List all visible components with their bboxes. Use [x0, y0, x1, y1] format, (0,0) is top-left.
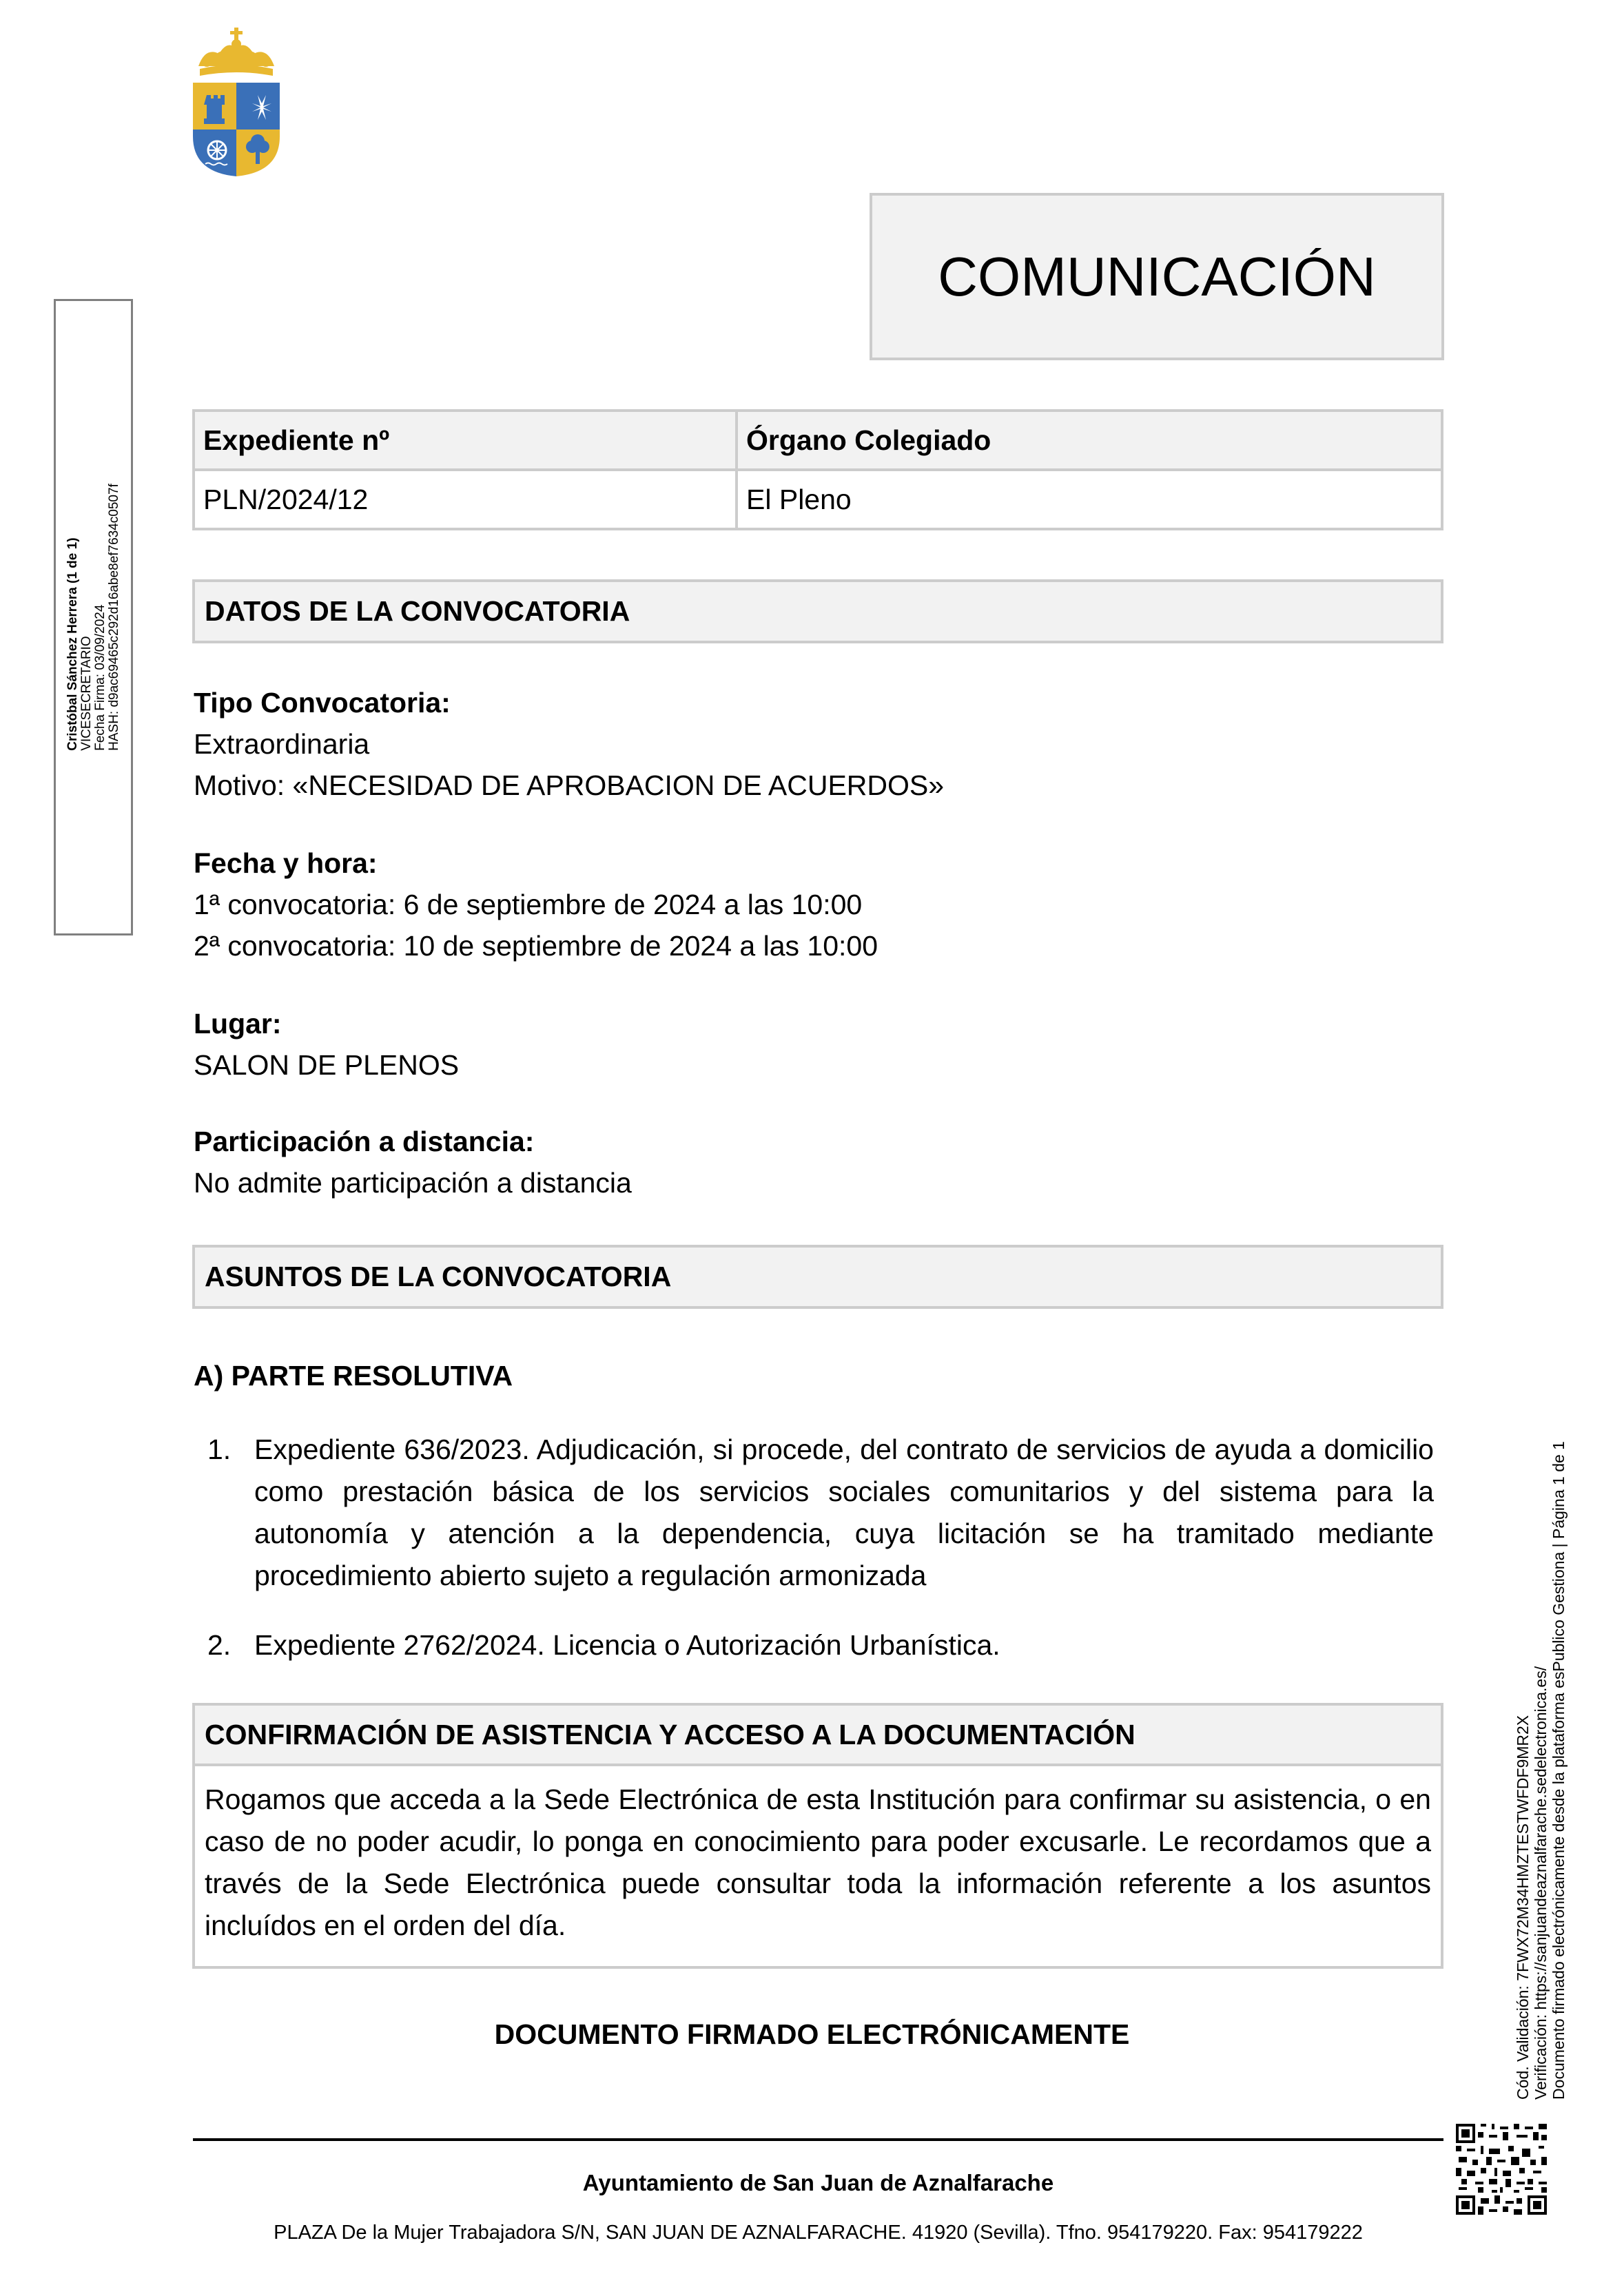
- document-title: [870, 193, 1444, 360]
- list-item: [207, 1429, 1434, 1597]
- tipo-value: Extraordinaria: [194, 728, 370, 760]
- section-asuntos-header: [192, 1245, 1443, 1309]
- list-item-text: Expediente 636/2023. Adjudicación, si procede, del contrato de servicios de ayuda a domicilio como prestación básica de los servicios sociales comunitarios y del sistema para la autonomía y atención a la dependencia, cuya licitación se ha tramitado mediante procedimiento abierto sujeto a regulación armonizada: [254, 1434, 1434, 1591]
- signer-role: VICESECRETARIO: [79, 636, 94, 751]
- header-expediente: Expediente nº: [194, 411, 737, 470]
- list-item-number: 2.: [207, 1629, 232, 1661]
- convocatoria-1: 1ª convocatoria: 6 de septiembre de 2024 a las 10:00: [194, 889, 863, 920]
- list-item-number: 1.: [207, 1434, 232, 1465]
- footer-divider: [193, 2138, 1443, 2141]
- section-title: ASUNTOS DE LA CONVOCATORIA: [205, 1261, 672, 1292]
- verification-url[interactable]: Verificación: https://sanjuandeaznalfarache.sedelectronica.es/: [1532, 1666, 1550, 2100]
- table-header-row: [194, 411, 1442, 470]
- signer-name: Cristóbal Sánchez Herrera (1 de 1): [65, 537, 80, 751]
- signature-text: [66, 484, 121, 751]
- validation-code: Cód. Validación: 7FWX72M34HMZTESTWFDF9MR2X: [1514, 1715, 1532, 2100]
- header-organo: Órgano Colegiado: [737, 411, 1442, 470]
- organo-value: El Pleno: [737, 470, 1442, 529]
- convocatoria-2: 2ª convocatoria: 10 de septiembre de 2024 a las 10:00: [194, 930, 878, 962]
- lugar-label: Lugar:: [194, 1008, 282, 1040]
- signed-notice: [0, 2018, 1624, 2051]
- motivo-text: Motivo: «NECESIDAD DE APROBACION DE ACUERDOS»: [194, 769, 945, 801]
- document-title-text: COMUNICACIÓN: [938, 245, 1376, 307]
- section-datos-header: [192, 579, 1443, 643]
- confirmation-body: Rogamos que acceda a la Sede Electrónica de esta Institución para confirmar su asistencia, o en caso de no poder acudir, lo ponga en conocimiento para poder excusarle. Le recordamos que a través de la Sede Electrónica puede consultar toda la información referente a los asuntos incluídos en el orden del día.: [205, 1783, 1431, 1941]
- confirmation-title: CONFIRMACIÓN DE ASISTENCIA Y ACCESO A LA DOCUMENTACIÓN: [195, 1706, 1441, 1766]
- confirmation-box: [192, 1703, 1443, 1969]
- footer-organization: Ayuntamiento de San Juan de Aznalfarache: [582, 2170, 1054, 2195]
- expediente-table: [192, 409, 1443, 530]
- list-item-text: Expediente 2762/2024. Licencia o Autorización Urbanística.: [254, 1629, 1000, 1661]
- table-row: [194, 470, 1442, 529]
- validation-info: [1513, 1419, 1568, 2122]
- lugar-value: SALON DE PLENOS: [194, 1049, 460, 1081]
- signed-notice-text: DOCUMENTO FIRMADO ELECTRÓNICAMENTE: [494, 2018, 1130, 2050]
- parte-resolutiva-title: A) PARTE RESOLUTIVA: [194, 1360, 513, 1392]
- tipo-label: Tipo Convocatoria:: [194, 687, 451, 718]
- signature-hash: HASH: d9ac69465c292d16abe8ef7634c0507f: [106, 484, 121, 751]
- expediente-value: PLN/2024/12: [194, 470, 737, 529]
- platform-notice: Documento firmado electrónicamente desde la plataforma esPublico Gestiona | Página 1 de 1: [1550, 1441, 1568, 2100]
- coat-of-arms-icon: [192, 26, 281, 178]
- qr-code-icon: [1456, 2124, 1547, 2215]
- section-title: DATOS DE LA CONVOCATORIA: [205, 595, 630, 627]
- signature-date: Fecha Firma: 03/09/2024: [92, 604, 107, 751]
- list-item: [207, 1624, 1434, 1666]
- fecha-label: Fecha y hora:: [194, 847, 378, 879]
- footer-address: PLAZA De la Mujer Trabajadora S/N, SAN JUAN DE AZNALFARACHE. 41920 (Sevilla). Tfno. 954179220. Fax: 954179222: [274, 2222, 1363, 2244]
- distancia-label: Participación a distancia:: [194, 1126, 535, 1157]
- distancia-value: No admite participación a distancia: [194, 1167, 632, 1199]
- signature-stamp: [54, 299, 133, 935]
